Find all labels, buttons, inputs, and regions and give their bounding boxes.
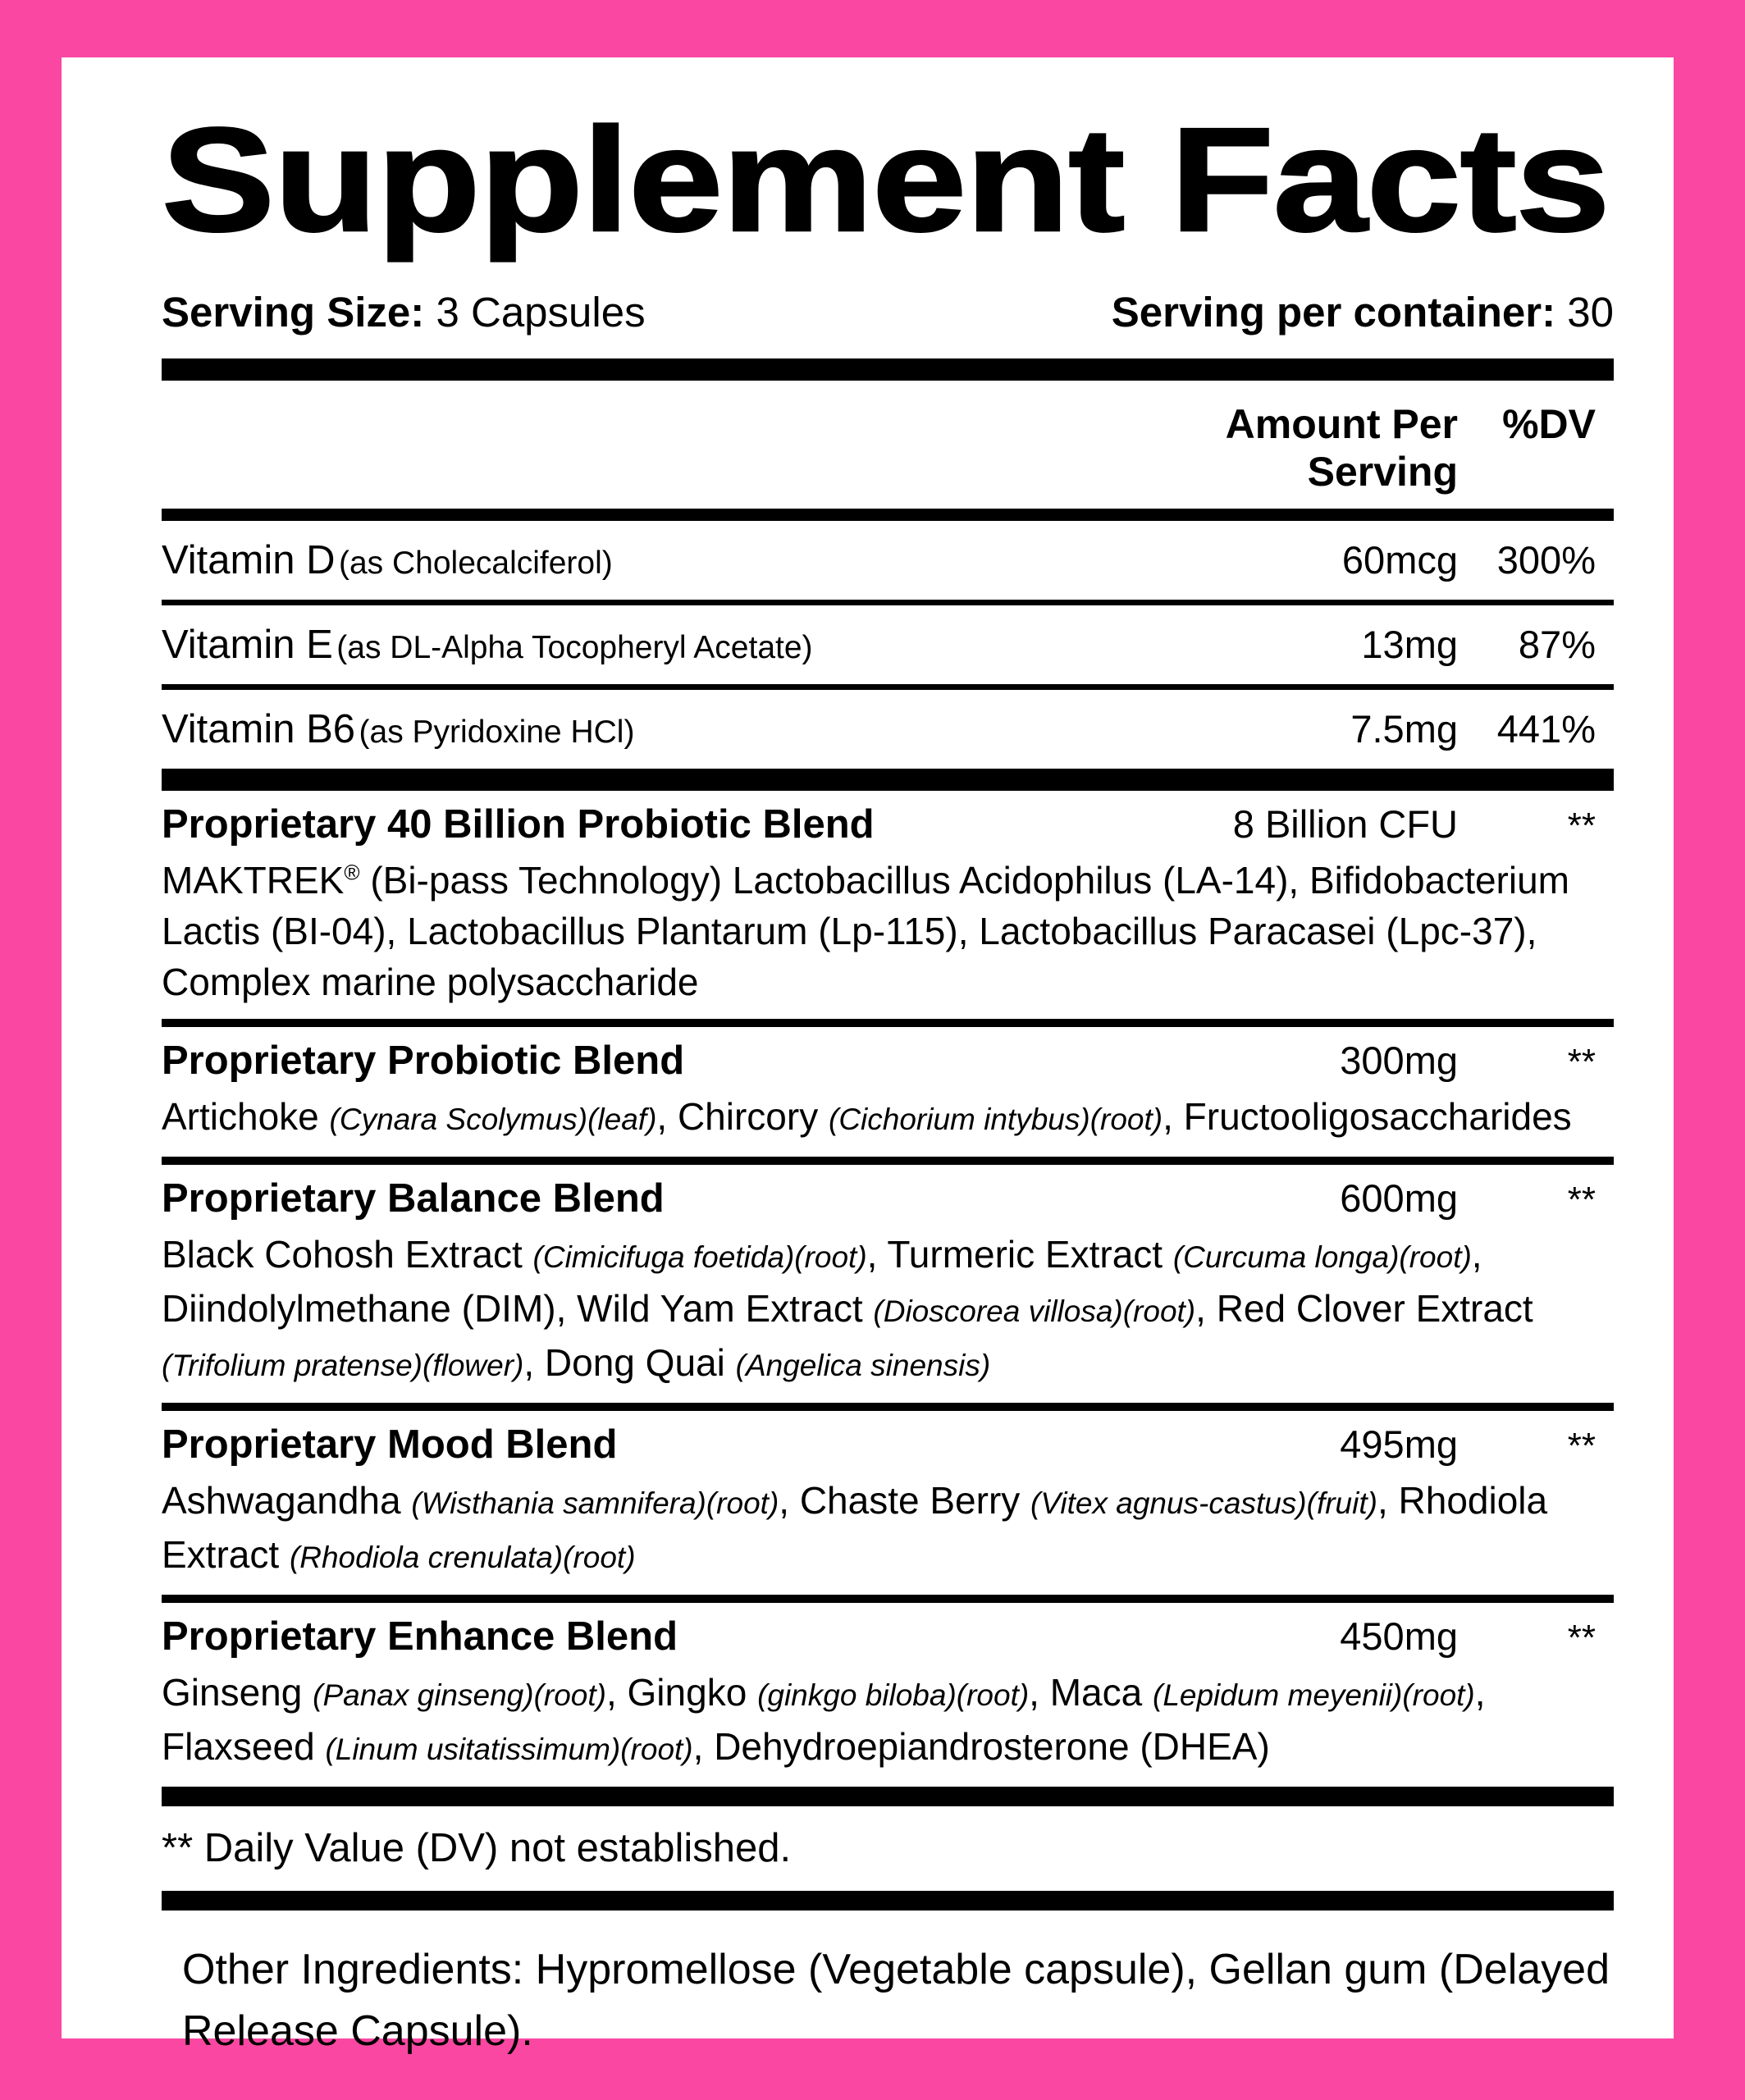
latin-name-text: (Panax ginseng)(root): [313, 1678, 606, 1712]
vitamin-detail: (as Cholecalciferol): [338, 546, 613, 581]
blend-dv: **: [1567, 1426, 1596, 1466]
amount-per-serving-header: Amount Per Serving: [1225, 401, 1458, 495]
daily-value-footnote: ** Daily Value (DV) not established.: [162, 1826, 792, 1870]
serving-size: [162, 287, 646, 337]
latin-name-text: (Angelica sinensis): [735, 1349, 991, 1382]
blend-amount: 8 Billion CFU: [1232, 802, 1458, 846]
ingredient-text: Ginseng: [162, 1671, 313, 1714]
table-header-row: [162, 381, 1614, 509]
blend-divider: [162, 1019, 1614, 1027]
latin-name-text: (Dioscorea villosa)(root): [873, 1294, 1196, 1328]
vitamin-amount: 13mg: [1361, 623, 1458, 666]
blend-header-row: [162, 1175, 1614, 1222]
blend-ingredients: [162, 1475, 1614, 1583]
latin-name-text: (Lepidum meyenii)(root): [1153, 1678, 1475, 1712]
vitamin-amount: 7.5mg: [1350, 707, 1458, 751]
blend-amount: 495mg: [1340, 1422, 1458, 1466]
blend-section: [162, 1165, 1614, 1403]
blend-header-row: [162, 1421, 1614, 1468]
vitamin-dv: 441%: [1496, 707, 1596, 751]
vitamin-row-divider: [162, 684, 1614, 690]
divider-under-header: [162, 509, 1614, 521]
blend-amount: 300mg: [1340, 1039, 1458, 1082]
vitamin-name: Vitamin E: [162, 623, 333, 667]
blend-ingredients: [162, 855, 1614, 1007]
blend-divider: [162, 1403, 1614, 1411]
serving-info: [162, 287, 1614, 337]
vitamin-row: [162, 605, 1614, 684]
vitamin-row: [162, 521, 1614, 600]
ingredient-text: , Turmeric Extract: [866, 1233, 1173, 1276]
blend-dv: **: [1567, 1618, 1596, 1658]
blend-name: Proprietary 40 Billion Probiotic Blend: [162, 802, 875, 847]
latin-name-text: (Wisthania samnifera)(root): [411, 1486, 779, 1520]
latin-name-text: (Vitex agnus-castus)(fruit): [1030, 1486, 1377, 1520]
vitamin-name-cell: [162, 622, 1187, 668]
ingredient-text: , Dehydroepiandrosterone (DHEA): [692, 1725, 1270, 1768]
ingredient-text: ®: [344, 860, 360, 885]
ingredient-text: MAKTREK: [162, 859, 345, 902]
supplement-facts-label: [62, 57, 1674, 2055]
ingredient-text: , Chircory: [656, 1095, 829, 1138]
latin-name-text: (Trifolium pratense)(flower): [162, 1349, 524, 1382]
servings-per-container-value: 30: [1567, 289, 1614, 336]
ingredient-text: , Dong Quai: [523, 1341, 736, 1384]
ingredient-text: Artichoke: [162, 1095, 330, 1138]
latin-name-text: (Rhodiola crenulata)(root): [289, 1541, 636, 1574]
servings-per-container: [1112, 287, 1614, 337]
blend-header-row: [162, 801, 1614, 848]
vitamin-name: Vitamin B6: [162, 707, 356, 751]
blend-section: [162, 791, 1614, 1019]
blend-section: [162, 1603, 1614, 1787]
vitamin-amount: 60mcg: [1341, 538, 1458, 582]
blend-name: Proprietary Mood Blend: [162, 1422, 618, 1467]
vitamin-dv: 300%: [1496, 538, 1596, 582]
blend-dv: **: [1567, 1042, 1596, 1082]
blend-section: [162, 1027, 1614, 1157]
ingredient-text: (Bi-pass Technology) Lactobacillus Acidophilus (LA-14), Bifidobacterium Lactis (BI-04), Lactobacillus Plantarum (Lp-115), Lactobacillus Paracasei (Lpc-37), Complex marine polysaccharide: [162, 859, 1569, 1003]
blend-ingredients: [162, 1667, 1614, 1775]
blend-header-row: [162, 1037, 1614, 1084]
blend-dv: **: [1567, 1180, 1596, 1220]
blend-rows: [162, 791, 1614, 1787]
ingredient-text: , Rhodiola Extract: [162, 1479, 1548, 1576]
ingredient-text: , Fructooligosaccharides: [1163, 1095, 1572, 1138]
ingredient-text: , Chaste Berry: [779, 1479, 1031, 1522]
servings-per-container-label: Serving per container:: [1111, 289, 1556, 336]
vitamin-rows: [162, 521, 1614, 769]
blend-amount: 600mg: [1340, 1176, 1458, 1220]
dv-header: %DV: [1502, 401, 1596, 447]
other-ingredients: Other Ingredients: Hypromellose (Vegetable capsule), Gellan gum (Delayed Release Capsule).: [182, 1946, 1610, 2055]
latin-name-text: (Cichorium intybus)(root): [829, 1102, 1163, 1136]
blend-ingredients: [162, 1229, 1614, 1391]
latin-name-text: (Curcuma longa)(root): [1172, 1240, 1472, 1274]
vitamin-name-cell: [162, 537, 1187, 583]
blend-section: [162, 1411, 1614, 1595]
ingredient-text: , Maca: [1029, 1671, 1153, 1714]
divider-thick-mid: [162, 769, 1614, 791]
latin-name-text: (Linum usitatissimum)(root): [325, 1732, 693, 1766]
ingredient-text: , Diindolylmethane (DIM), Wild Yam Extract: [162, 1233, 1482, 1330]
blend-divider: [162, 1595, 1614, 1603]
blend-header-row: [162, 1613, 1614, 1660]
vitamin-row-divider: [162, 600, 1614, 605]
blend-name: Proprietary Balance Blend: [162, 1176, 665, 1221]
latin-name-text: (Cimicifuga foetida)(root): [532, 1240, 867, 1274]
vitamin-dv: 87%: [1518, 623, 1596, 666]
blend-name: Proprietary Enhance Blend: [162, 1614, 678, 1659]
vitamin-detail: (as DL-Alpha Tocopheryl Acetate): [336, 630, 813, 665]
page-title: Supplement Facts: [162, 98, 1610, 262]
divider-thick-top: [162, 358, 1614, 381]
ingredient-text: Ashwagandha: [162, 1479, 412, 1522]
blend-ingredients: [162, 1091, 1614, 1145]
blend-amount: 450mg: [1340, 1614, 1458, 1658]
blend-divider: [162, 1157, 1614, 1165]
ingredient-text: Black Cohosh Extract: [162, 1233, 533, 1276]
vitamin-name: Vitamin D: [162, 538, 336, 582]
serving-size-value: 3 Capsules: [436, 289, 646, 336]
vitamin-detail: (as Pyridoxine HCl): [359, 714, 635, 750]
latin-name-text: (Cynara Scolymus)(leaf): [329, 1102, 657, 1136]
ingredient-text: , Flaxseed: [162, 1671, 1486, 1768]
vitamin-name-cell: [162, 706, 1187, 752]
vitamin-row: [162, 690, 1614, 769]
divider-below-footnote: [162, 1891, 1614, 1911]
ingredient-text: , Gingko: [605, 1671, 758, 1714]
latin-name-text: (ginkgo biloba)(root): [757, 1678, 1030, 1712]
blend-name: Proprietary Probiotic Blend: [162, 1039, 685, 1083]
ingredient-text: , Red Clover Extract: [1195, 1287, 1533, 1330]
blend-dv: **: [1567, 806, 1596, 846]
divider-above-footnote: [162, 1787, 1614, 1806]
serving-size-label: Serving Size:: [162, 289, 425, 336]
